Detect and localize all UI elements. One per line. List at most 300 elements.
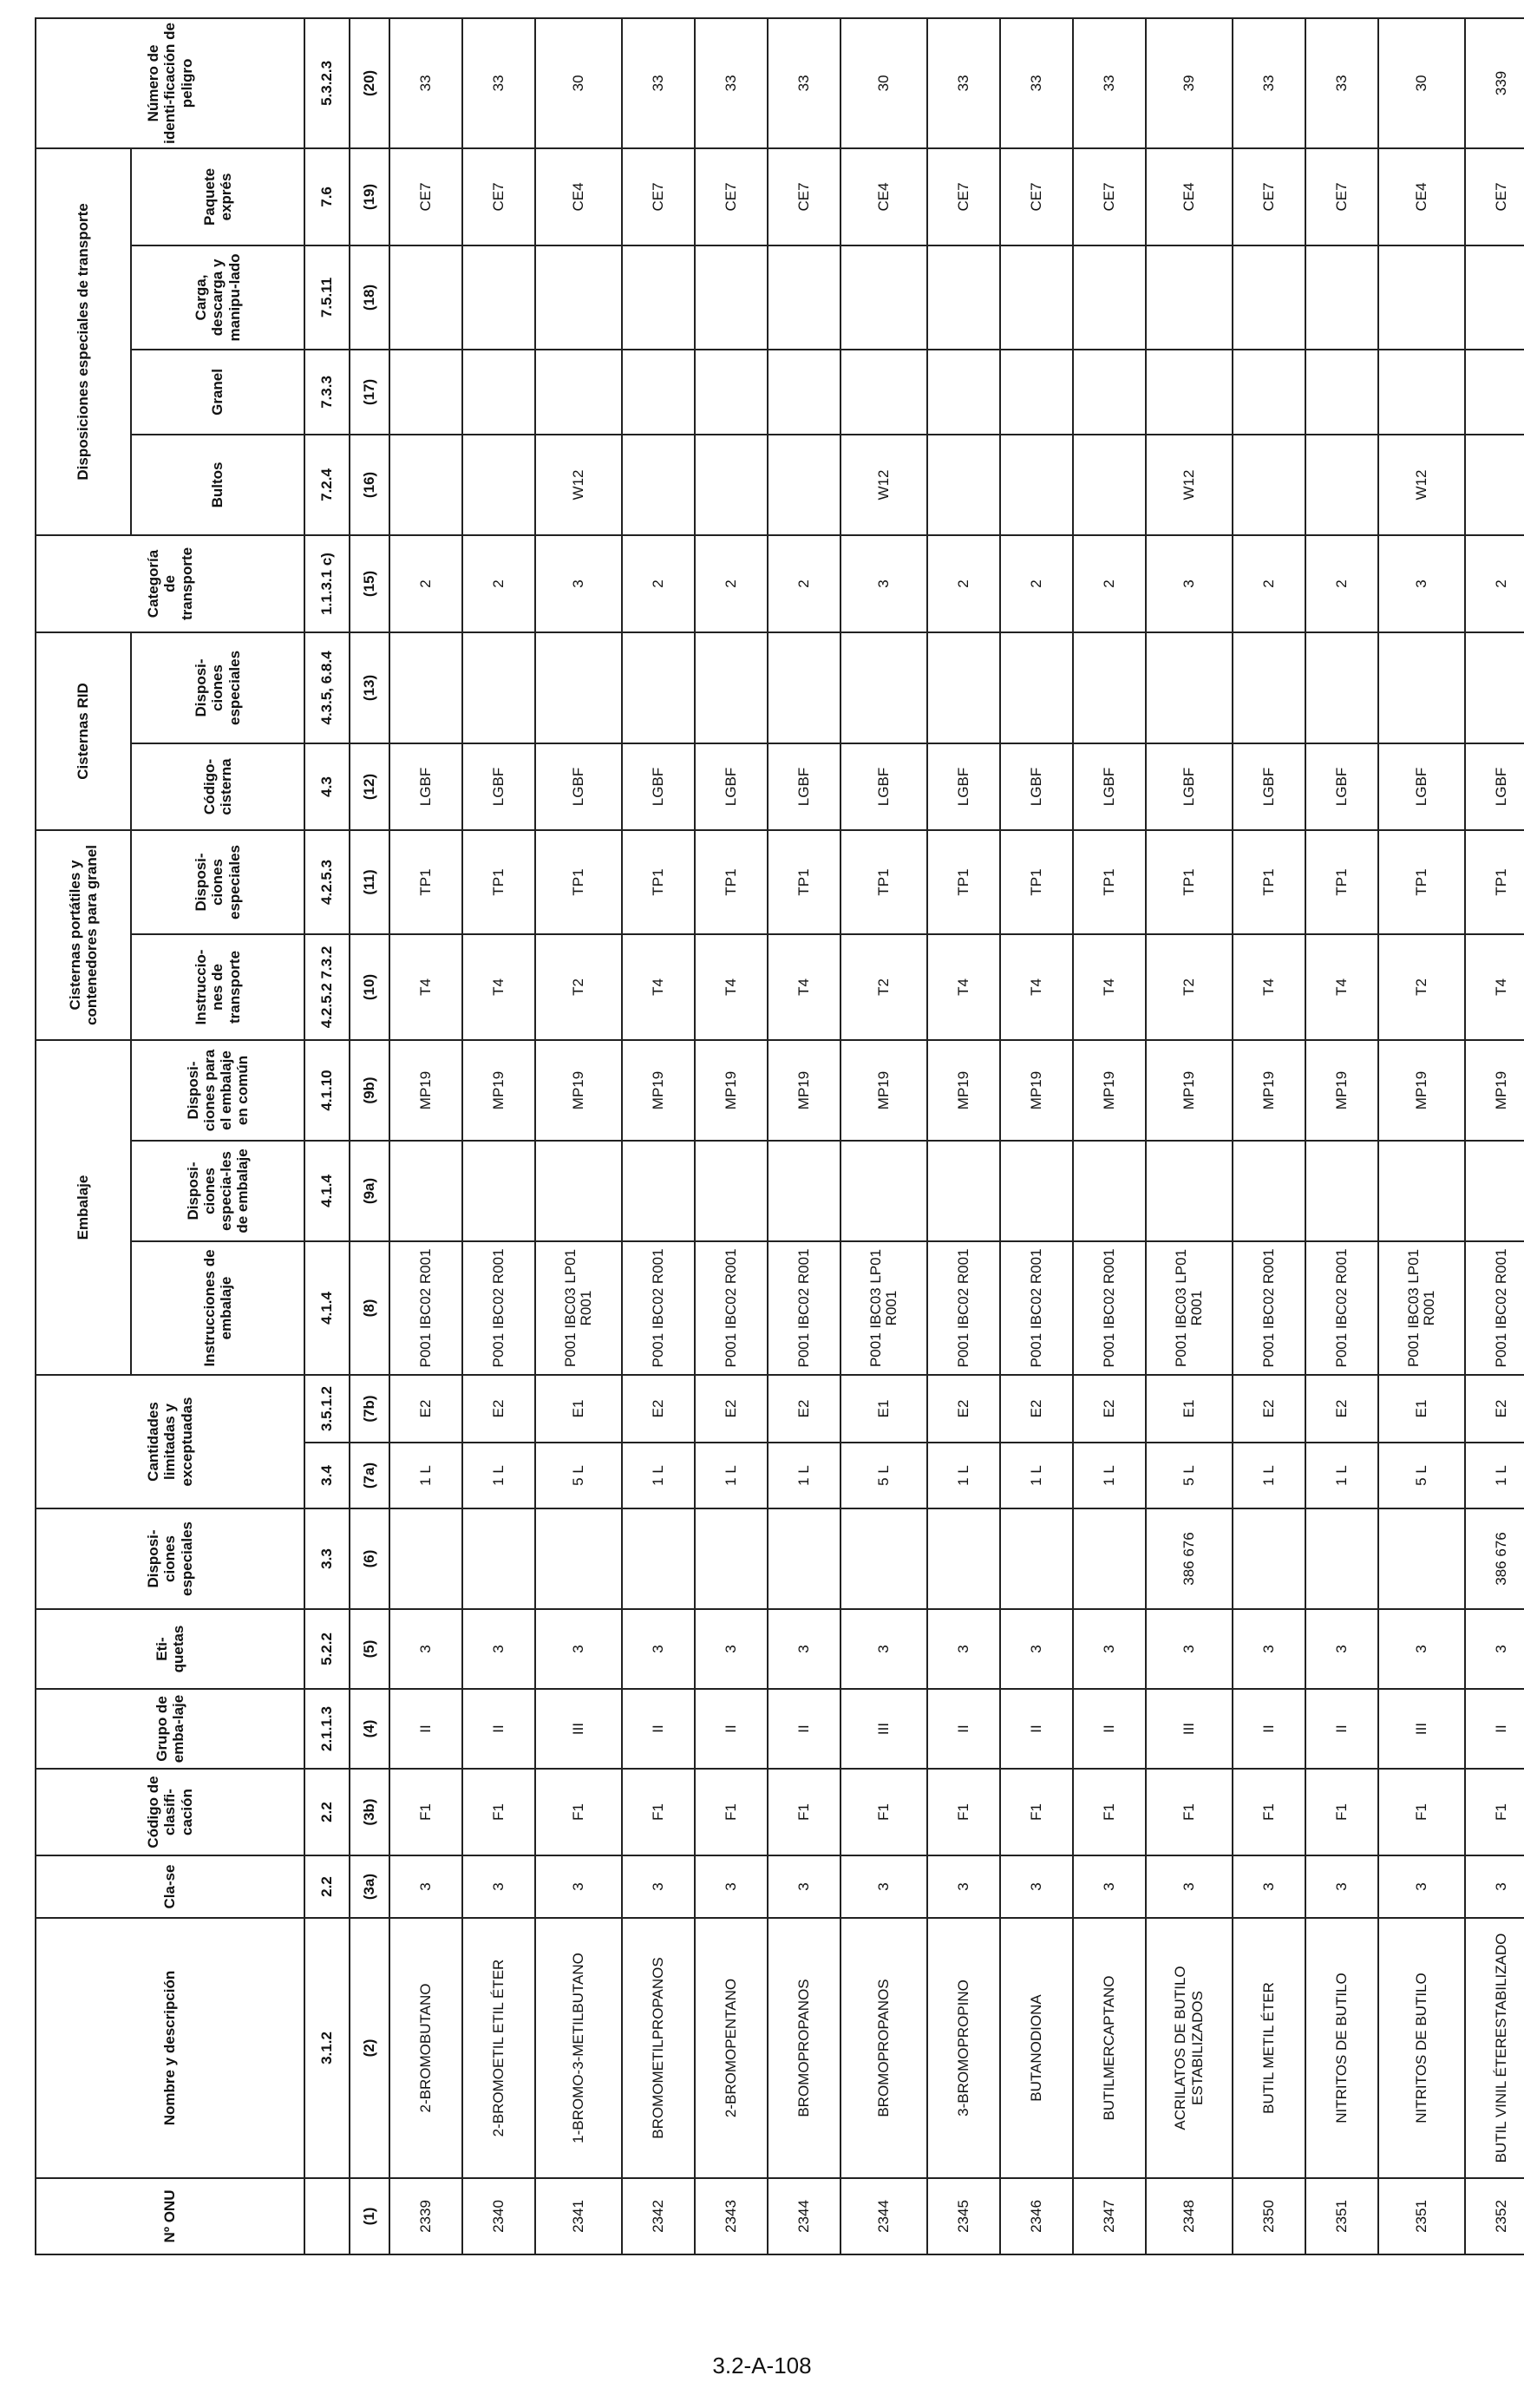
reference-cell: 5.2.2 [304, 1609, 350, 1689]
table-cell: E1 [1378, 1375, 1465, 1443]
table-cell [389, 632, 462, 743]
table-body [304, 18, 1524, 2254]
table-cell: BUTILMERCAPTANO [1073, 1918, 1146, 2178]
table-cell: F1 [389, 1769, 462, 1855]
table-cell: LGBF [1305, 743, 1378, 830]
table-cell: 3 [1146, 1855, 1233, 1918]
table-cell: E2 [768, 1375, 840, 1443]
table-cell: 3 [1233, 1855, 1305, 1918]
table-cell: 2339 [389, 2178, 462, 2254]
table-cell [695, 1508, 768, 1609]
table-cell [927, 632, 1000, 743]
header-name-description: Nombre y descripción [36, 1918, 304, 2178]
table-cell: III [535, 1689, 622, 1769]
table-cell [1000, 632, 1073, 743]
table-cell: 2 [1465, 535, 1524, 632]
table-cell [1233, 632, 1305, 743]
table-cell [1378, 245, 1465, 350]
table-cell: 30 [840, 18, 927, 148]
table-cell [1000, 1508, 1073, 1609]
table-cell: LGBF [462, 743, 535, 830]
reference-cell: 5.3.2.3 [304, 18, 350, 148]
table-cell: 39 [1146, 18, 1233, 148]
reference-cell: 4.3.5, 6.8.4 [304, 632, 350, 743]
table-cell: 2-BROMOPENTANO [695, 1918, 768, 2178]
table-cell: F1 [768, 1769, 840, 1855]
table-cell: 2347 [1073, 2178, 1146, 2254]
table-cell: 1 L [1073, 1443, 1146, 1508]
table-cell [695, 245, 768, 350]
table-cell [1146, 1141, 1233, 1241]
table-cell [768, 435, 840, 535]
table-cell: 3 [1000, 1855, 1073, 1918]
table-row [462, 18, 535, 2254]
table-cell [389, 435, 462, 535]
table-cell: 2 [1233, 535, 1305, 632]
table-cell [768, 350, 840, 435]
table-row [389, 18, 462, 2254]
table-cell: 30 [1378, 18, 1465, 148]
table-cell [1000, 1141, 1073, 1241]
table-cell: 1 L [927, 1443, 1000, 1508]
table-cell: 3 [1146, 1609, 1233, 1689]
reference-cell: 4.1.4 [304, 1241, 350, 1375]
table-cell [1378, 632, 1465, 743]
table-cell: II [927, 1689, 1000, 1769]
table-cell [695, 435, 768, 535]
header-limited-quantities: Cantidades limitadas y exceptuadas [36, 1375, 304, 1508]
table-cell: CE7 [622, 148, 695, 245]
table-cell: CE7 [1000, 148, 1073, 245]
table-cell: MP19 [1378, 1040, 1465, 1141]
table-cell [535, 1141, 622, 1241]
table-cell: 3 [1378, 535, 1465, 632]
reference-cell: 3.1.2 [304, 1918, 350, 2178]
table-cell: 3 [1000, 1609, 1073, 1689]
header-portable-special-provisions: Disposi-ciones especiales [131, 830, 304, 934]
table-cell [462, 1141, 535, 1241]
table-cell: E2 [927, 1375, 1000, 1443]
table-cell: 2 [927, 535, 1000, 632]
header-bulk: Granel [131, 350, 304, 435]
table-cell: 2340 [462, 2178, 535, 2254]
table-cell: 3 [1305, 1855, 1378, 1918]
table-cell: T2 [1146, 934, 1233, 1040]
table-cell [840, 350, 927, 435]
header-packing-group: Grupo de emba-laje [36, 1689, 304, 1769]
table-cell: 33 [768, 18, 840, 148]
table-cell [1233, 1508, 1305, 1609]
table-cell: 2341 [535, 2178, 622, 2254]
table-cell: 3 [462, 1855, 535, 1918]
table-cell: T4 [1073, 934, 1146, 1040]
table-cell: 2351 [1305, 2178, 1378, 2254]
reference-cell: 3.3 [304, 1508, 350, 1609]
reference-row [304, 18, 350, 2254]
table-cell [1305, 245, 1378, 350]
table-cell [840, 632, 927, 743]
table-cell: E2 [1305, 1375, 1378, 1443]
table-cell: 5 L [840, 1443, 927, 1508]
table-cell: CE7 [389, 148, 462, 245]
table-cell: 3 [1378, 1609, 1465, 1689]
table-cell: BROMOMETILPROPANOS [622, 1918, 695, 2178]
column-number-cell: (9a) [350, 1141, 389, 1241]
table-row [1305, 18, 1378, 2254]
table-cell: MP19 [622, 1040, 695, 1141]
table-cell: CE7 [927, 148, 1000, 245]
table-cell [695, 632, 768, 743]
table-cell: 1 L [1465, 1443, 1524, 1508]
table-cell: TP1 [695, 830, 768, 934]
table-cell: 2 [622, 535, 695, 632]
header-special-packing-provisions: Disposi-ciones especia-les de embalaje [131, 1141, 304, 1241]
table-cell: II [462, 1689, 535, 1769]
table-cell [840, 1508, 927, 1609]
table-cell: CE4 [1378, 148, 1465, 245]
reference-cell: 4.1.4 [304, 1141, 350, 1241]
table-cell: F1 [1233, 1769, 1305, 1855]
table-cell: P001 IBC03 LP01 R001 [1378, 1241, 1465, 1375]
table-cell: BUTIL METIL ÉTER [1233, 1918, 1305, 2178]
table-cell: 2348 [1146, 2178, 1233, 2254]
table-cell: 33 [1305, 18, 1378, 148]
header-class: Cla-se [36, 1855, 304, 1918]
table-row [1465, 18, 1524, 2254]
reference-cell: 4.1.10 [304, 1040, 350, 1141]
table-cell: T4 [1233, 934, 1305, 1040]
table-cell: T4 [768, 934, 840, 1040]
table-cell [927, 350, 1000, 435]
table-cell [1465, 1141, 1524, 1241]
header-rid-tanks-group: Cisternas RID [36, 632, 131, 830]
table-cell: 2344 [840, 2178, 927, 2254]
table-cell: 2 [768, 535, 840, 632]
table-cell: 3 [695, 1609, 768, 1689]
table-cell: 2342 [622, 2178, 695, 2254]
table-cell: MP19 [768, 1040, 840, 1141]
table-cell: 2-BROMOBUTANO [389, 1918, 462, 2178]
table-cell: T2 [535, 934, 622, 1040]
column-number-cell: (13) [350, 632, 389, 743]
table-cell: LGBF [695, 743, 768, 830]
reference-cell: 4.2.5.3 [304, 830, 350, 934]
table-cell: III [1146, 1689, 1233, 1769]
page-number: 3.2-A-108 [712, 2352, 812, 2379]
header-un-number: Nº ONU [36, 2178, 304, 2254]
table-cell: CE7 [1465, 148, 1524, 245]
header-special-provisions: Disposi-ciones especiales [36, 1508, 304, 1609]
table-cell [1073, 245, 1146, 350]
table-cell: MP19 [1146, 1040, 1233, 1141]
table-cell: 3 [768, 1609, 840, 1689]
table-cell [1233, 435, 1305, 535]
table-cell: CE4 [840, 148, 927, 245]
table-cell: 3-BROMOPROPINO [927, 1918, 1000, 2178]
table-cell: LGBF [1233, 743, 1305, 830]
reference-cell: 2.2 [304, 1855, 350, 1918]
table-cell [1000, 350, 1073, 435]
table-cell: 3 [535, 535, 622, 632]
table-cell: E1 [1146, 1375, 1233, 1443]
column-number-cell: (15) [350, 535, 389, 632]
table-cell: ACRILATOS DE BUTILO ESTABILIZADOS [1146, 1918, 1233, 2178]
table-cell: T2 [1378, 934, 1465, 1040]
table-cell: E2 [1000, 1375, 1073, 1443]
table-cell [462, 245, 535, 350]
table-cell: 3 [1233, 1609, 1305, 1689]
table-cell: P001 IBC02 R001 [389, 1241, 462, 1375]
table-cell: T4 [462, 934, 535, 1040]
table-cell: MP19 [535, 1040, 622, 1141]
table-cell: 2 [1305, 535, 1378, 632]
table-cell [768, 1508, 840, 1609]
table-cell [1378, 350, 1465, 435]
table-cell: NITRITOS DE BUTILO [1378, 1918, 1465, 2178]
table-cell: E2 [1233, 1375, 1305, 1443]
table-cell [389, 350, 462, 435]
table-cell: 33 [1233, 18, 1305, 148]
table-cell: 2-BROMOETIL ETIL ÉTER [462, 1918, 535, 2178]
table-cell: NITRITOS DE BUTILO [1305, 1918, 1378, 2178]
table-row [622, 18, 695, 2254]
table-cell: TP1 [389, 830, 462, 934]
header-special-transport-group: Disposiciones especiales de transporte [36, 148, 131, 535]
table-cell: 339 [1465, 18, 1524, 148]
table-cell [1305, 1141, 1378, 1241]
table-cell: BROMOPROPANOS [768, 1918, 840, 2178]
table-cell: 33 [462, 18, 535, 148]
table-cell: II [1465, 1689, 1524, 1769]
table-cell: E2 [462, 1375, 535, 1443]
reference-cell: 3.4 [304, 1443, 350, 1508]
column-number-cell: (2) [350, 1918, 389, 2178]
table-cell: F1 [695, 1769, 768, 1855]
table-cell: LGBF [1146, 743, 1233, 830]
table-cell: TP1 [768, 830, 840, 934]
table-cell: 1-BROMO-3-METILBUTANO [535, 1918, 622, 2178]
table-cell: LGBF [389, 743, 462, 830]
table-cell: 3 [768, 1855, 840, 1918]
table-row [1000, 18, 1073, 2254]
column-number-cell: (5) [350, 1609, 389, 1689]
table-cell: 3 [462, 1609, 535, 1689]
table-cell: TP1 [1000, 830, 1073, 934]
table-cell: III [1378, 1689, 1465, 1769]
table-cell: 33 [622, 18, 695, 148]
column-number-cell: (7b) [350, 1375, 389, 1443]
table-cell: 5 L [535, 1443, 622, 1508]
table-cell: 2 [389, 535, 462, 632]
column-number-cell: (1) [350, 2178, 389, 2254]
table-cell: 386 676 [1146, 1508, 1233, 1609]
reference-cell: 2.2 [304, 1769, 350, 1855]
table-cell: 3 [535, 1855, 622, 1918]
table-cell: 3 [1378, 1855, 1465, 1918]
reference-cell: 7.3.3 [304, 350, 350, 435]
table-cell: 2352 [1465, 2178, 1524, 2254]
table-cell: E2 [622, 1375, 695, 1443]
table-cell: II [1305, 1689, 1378, 1769]
table-cell: LGBF [768, 743, 840, 830]
column-number-cell: (7a) [350, 1443, 389, 1508]
table-cell: 2344 [768, 2178, 840, 2254]
header-transport-instructions: Instruccio-nes de transporte [131, 934, 304, 1040]
table-cell: TP1 [927, 830, 1000, 934]
table-cell [622, 1141, 695, 1241]
table-cell: 3 [1073, 1855, 1146, 1918]
table-cell: 5 L [1378, 1443, 1465, 1508]
header-packing-instructions: Instrucciones de embalaje [131, 1241, 304, 1375]
table-cell: 3 [1465, 1609, 1524, 1689]
table-cell [535, 632, 622, 743]
table-cell: MP19 [1073, 1040, 1146, 1141]
table-cell: MP19 [389, 1040, 462, 1141]
table-cell: F1 [1146, 1769, 1233, 1855]
table-cell: 3 [535, 1609, 622, 1689]
table-cell: T4 [1465, 934, 1524, 1040]
reference-cell: 3.5.1.2 [304, 1375, 350, 1443]
table-cell [840, 245, 927, 350]
table-cell [622, 632, 695, 743]
reference-cell: 1.1.3.1 c) [304, 535, 350, 632]
table-cell: CE4 [1146, 148, 1233, 245]
column-number-cell: (3b) [350, 1769, 389, 1855]
table-cell: CE4 [535, 148, 622, 245]
table-cell: T2 [840, 934, 927, 1040]
table-cell: P001 IBC03 LP01 R001 [535, 1241, 622, 1375]
table-cell [622, 350, 695, 435]
table-cell [535, 1508, 622, 1609]
table-cell: 1 L [1000, 1443, 1073, 1508]
table-cell: 33 [1073, 18, 1146, 148]
table-cell: 1 L [768, 1443, 840, 1508]
table-cell: 3 [840, 535, 927, 632]
table-cell: MP19 [840, 1040, 927, 1141]
table-cell: 3 [840, 1609, 927, 1689]
table-row [1146, 18, 1233, 2254]
table-cell: 3 [622, 1609, 695, 1689]
table-cell: LGBF [840, 743, 927, 830]
table-cell [622, 245, 695, 350]
reference-cell: 7.2.4 [304, 435, 350, 535]
table-cell: 1 L [1233, 1443, 1305, 1508]
table-cell [768, 245, 840, 350]
reference-cell: 4.2.5.2 7.3.2 [304, 934, 350, 1040]
table-cell: BUTIL VINIL ÉTERESTABILIZADO [1465, 1918, 1524, 2178]
table-row [840, 18, 927, 2254]
table-cell [927, 435, 1000, 535]
table-cell: TP1 [622, 830, 695, 934]
table-cell: 3 [622, 1855, 695, 1918]
table-cell [1233, 350, 1305, 435]
table-row [1233, 18, 1305, 2254]
table-cell: P001 IBC02 R001 [1465, 1241, 1524, 1375]
table-cell: E2 [1465, 1375, 1524, 1443]
table-cell: F1 [462, 1769, 535, 1855]
table-cell [1233, 1141, 1305, 1241]
table-cell: TP1 [1465, 830, 1524, 934]
table-cell: T4 [389, 934, 462, 1040]
table-cell: F1 [1073, 1769, 1146, 1855]
table-row [927, 18, 1000, 2254]
table-cell [622, 1508, 695, 1609]
table-cell: P001 IBC02 R001 [622, 1241, 695, 1375]
header-tank-code: Código-cisterna [131, 743, 304, 830]
table-cell [1000, 245, 1073, 350]
table-cell: 1 L [462, 1443, 535, 1508]
table-cell: 5 L [1146, 1443, 1233, 1508]
table-cell: 386 676 [1465, 1508, 1524, 1609]
table-row [535, 18, 622, 2254]
table-header [36, 18, 304, 2254]
table-cell: 3 [1146, 535, 1233, 632]
column-number-cell: (9b) [350, 1040, 389, 1141]
table-cell [1378, 1141, 1465, 1241]
table-cell: 1 L [622, 1443, 695, 1508]
table-cell [1233, 245, 1305, 350]
reference-cell: 2.1.1.3 [304, 1689, 350, 1769]
table-cell: F1 [840, 1769, 927, 1855]
table-cell [1305, 435, 1378, 535]
table-cell [695, 1141, 768, 1241]
table-cell: F1 [535, 1769, 622, 1855]
table-cell [1465, 435, 1524, 535]
table-cell: II [768, 1689, 840, 1769]
table-cell: 2 [1000, 535, 1073, 632]
table-cell: T4 [927, 934, 1000, 1040]
column-number-cell: (18) [350, 245, 389, 350]
table-cell: MP19 [1465, 1040, 1524, 1141]
column-number-cell: (20) [350, 18, 389, 148]
table-cell [927, 1141, 1000, 1241]
table-cell: 3 [389, 1855, 462, 1918]
table-cell: T4 [1305, 934, 1378, 1040]
table-cell: II [622, 1689, 695, 1769]
table-cell [1073, 1508, 1146, 1609]
table-cell: 3 [927, 1855, 1000, 1918]
table-cell [389, 1141, 462, 1241]
column-number-cell: (8) [350, 1241, 389, 1375]
table-cell [1146, 632, 1233, 743]
table-cell: 33 [389, 18, 462, 148]
header-rid-special-provisions: Disposi-ciones especiales [131, 632, 304, 743]
table-cell [1305, 632, 1378, 743]
table-cell: TP1 [1073, 830, 1146, 934]
table-cell: E1 [535, 1375, 622, 1443]
column-number-cell: (6) [350, 1508, 389, 1609]
table-cell [462, 435, 535, 535]
column-number-cell: (10) [350, 934, 389, 1040]
reference-cell [304, 2178, 350, 2254]
table-cell [462, 1508, 535, 1609]
table-cell: 1 L [695, 1443, 768, 1508]
table-cell: P001 IBC02 R001 [1233, 1241, 1305, 1375]
table-cell: TP1 [1146, 830, 1233, 934]
table-cell [768, 632, 840, 743]
table-cell: LGBF [927, 743, 1000, 830]
table-cell: E1 [840, 1375, 927, 1443]
table-cell: W12 [1146, 435, 1233, 535]
table-cell: MP19 [695, 1040, 768, 1141]
table-cell: TP1 [1305, 830, 1378, 934]
reference-cell: 4.3 [304, 743, 350, 830]
table-cell [462, 632, 535, 743]
table-cell: CE7 [462, 148, 535, 245]
table-cell: II [695, 1689, 768, 1769]
table-cell: LGBF [622, 743, 695, 830]
table-cell: P001 IBC03 LP01 R001 [1146, 1241, 1233, 1375]
